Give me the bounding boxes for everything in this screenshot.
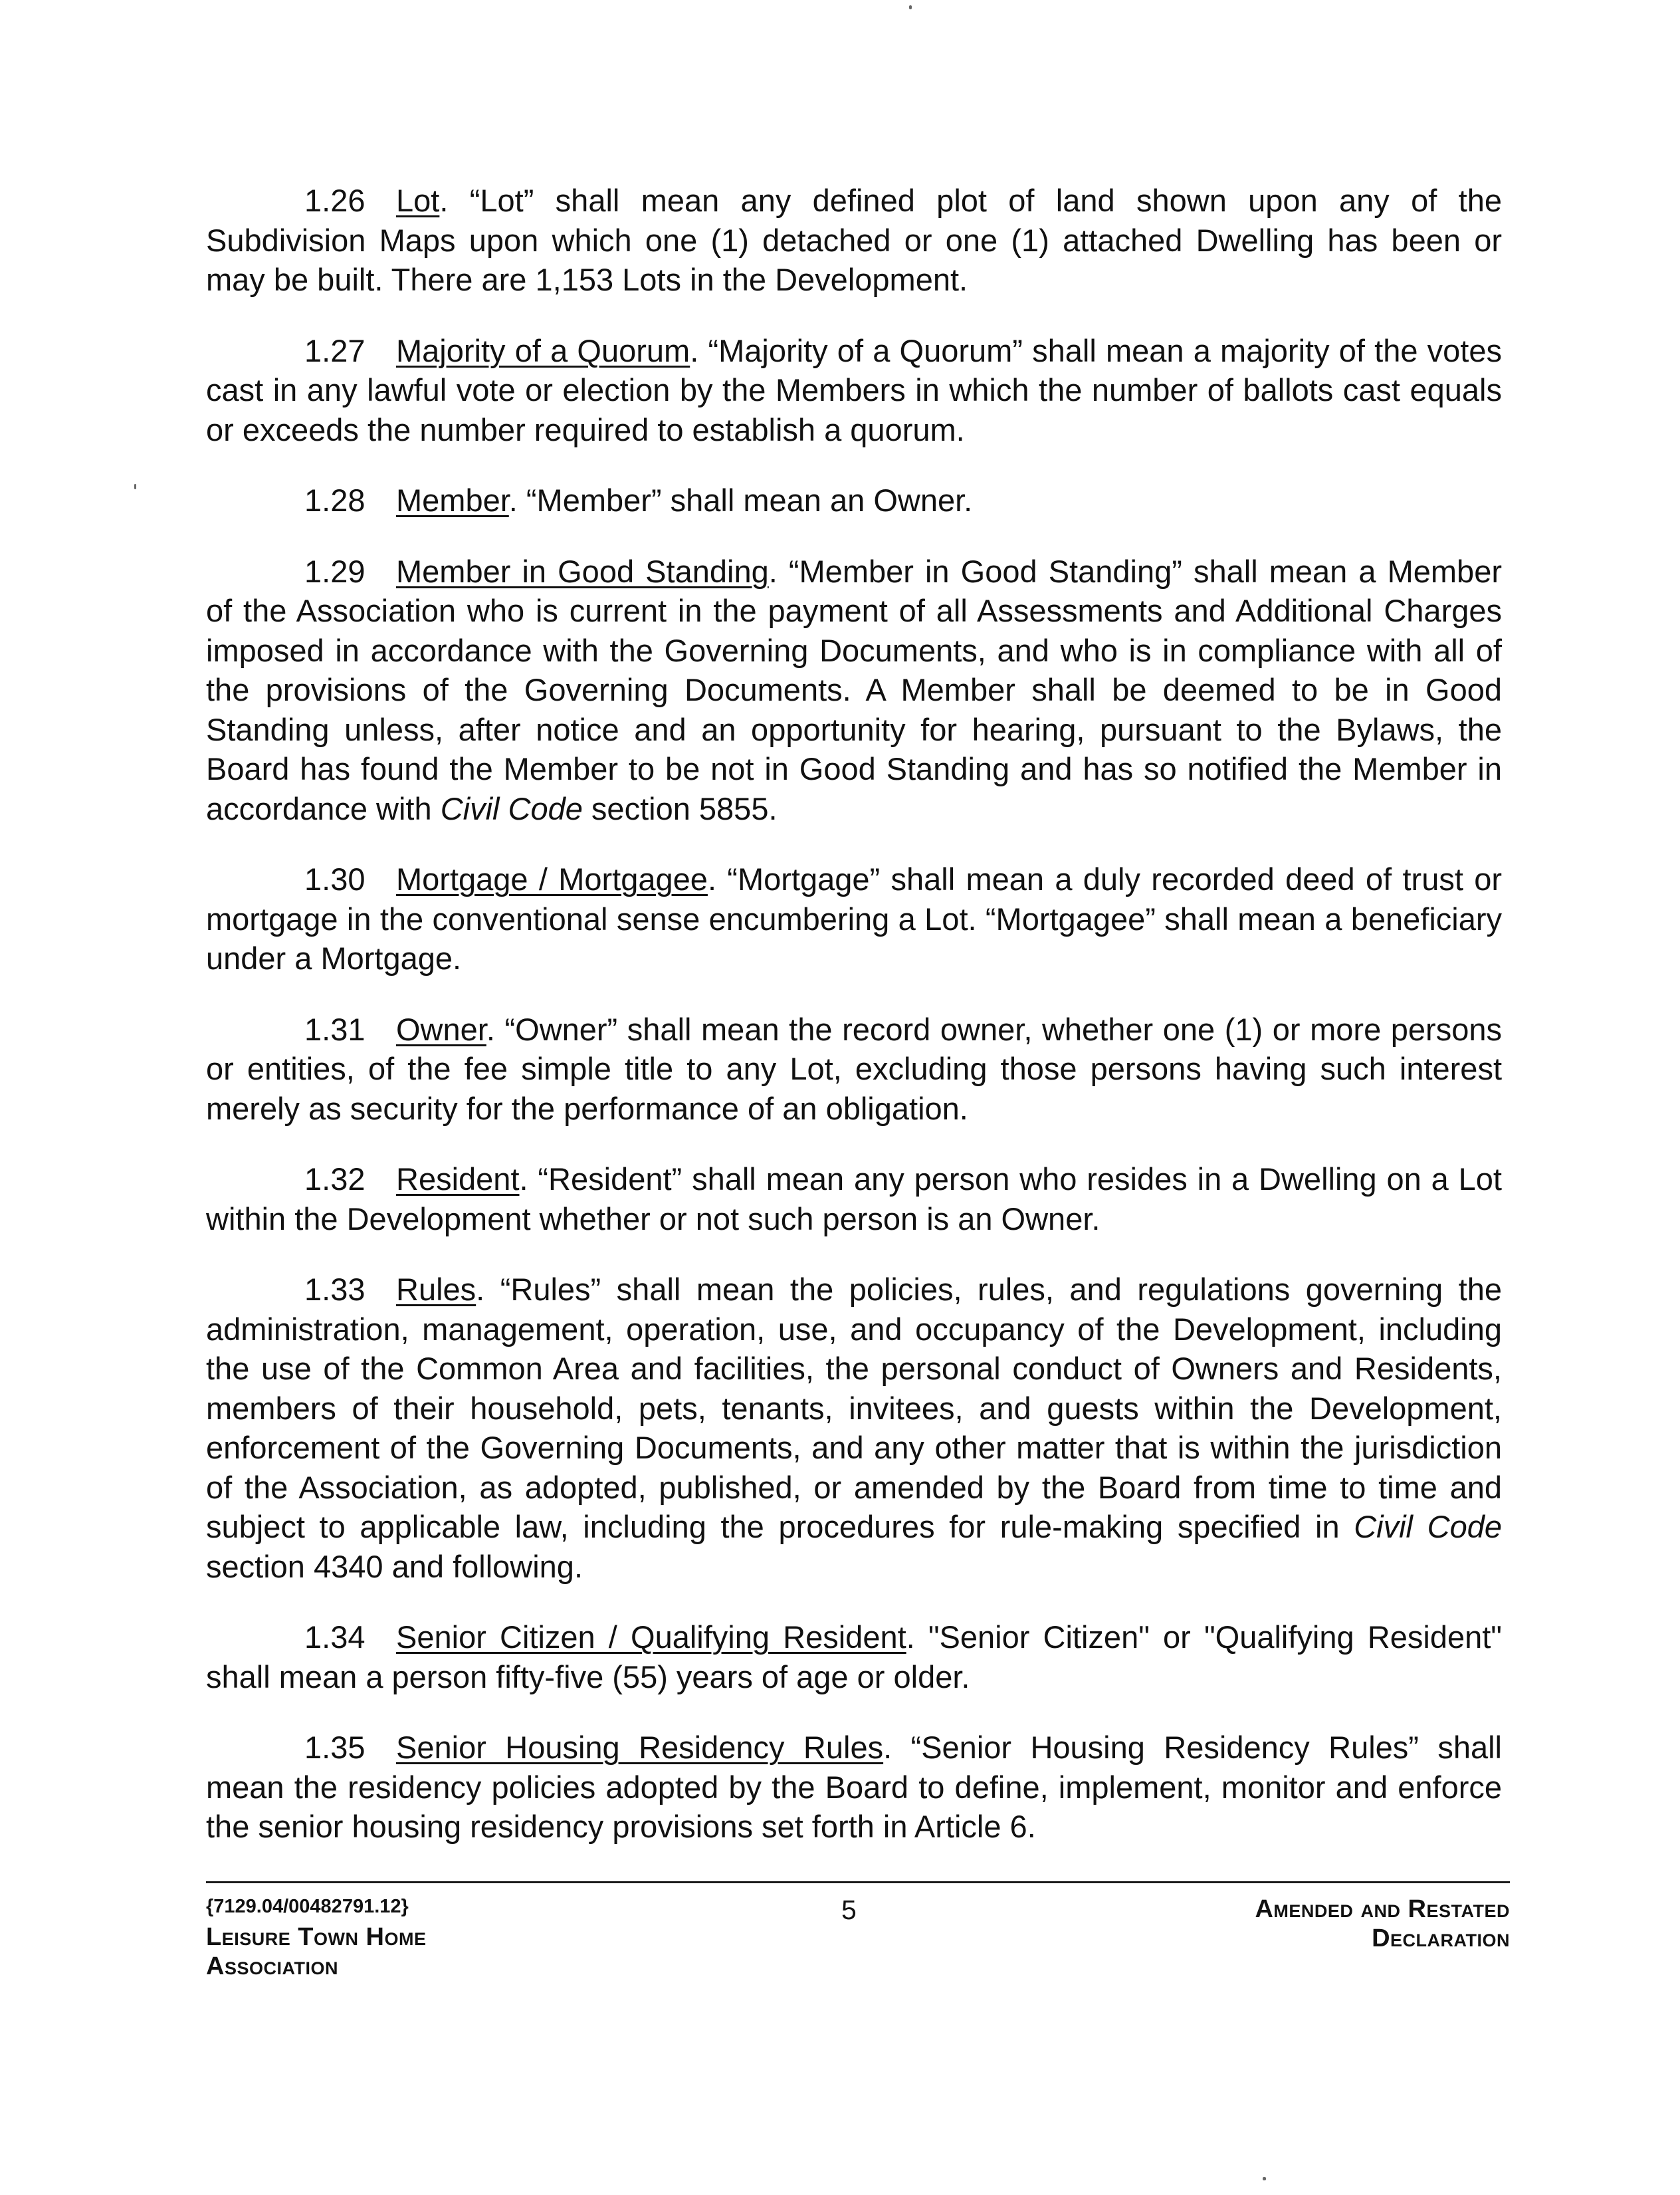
defined-term: Resident <box>396 1161 520 1197</box>
definition-text: . “Owner” shall mean the record owner, whether one (1) or more persons or entities, of the fee simple title to any Lot, excluding those persons having such interest merely as security for the performance of an obligation. <box>206 1011 1502 1126</box>
document-id: {7129.04/00482791.12} <box>206 1896 409 1917</box>
definition-text: . “Majority of a Quorum” shall mean a majority of the votes cast in any lawful vote or election by the Members in which the number of ballots cast equals or exceeds the number required to establish a quorum. <box>206 332 1503 447</box>
definition-text: . “Member” shall mean an Owner. <box>508 483 973 518</box>
definition-1-28 <box>206 481 1502 520</box>
section-number: 1.27 <box>304 332 366 368</box>
definition-text: . “Rules” shall mean the policies, rules, and regulations governing the administration, management, operation, use, and occupancy of the Development, including the use of the Common Area and facilities, the personal conduct of Owners and Residents, members of their household, pets, tenants, invitees, and guests within the Development, enforcement of the Governing Documents, and any other matter that is within the jurisdiction of the Association, as adopted, published, or amended by the Board from time to time and subject to applicable law, including the procedures for rule-making specified in <box>206 1272 1502 1544</box>
defined-term: Owner <box>396 1011 486 1047</box>
definition-text: . “Senior Housing Residency Rules” shall mean the residency policies adopted by the Board to define, implement, monitor and enforce the senior housing residency provisions set forth in Article 6. <box>206 1730 1502 1844</box>
scan-speck <box>134 484 136 489</box>
defined-term: Senior Citizen / Qualifying Resident <box>396 1619 906 1655</box>
section-number: 1.30 <box>304 862 366 897</box>
defined-term: Member <box>396 483 509 518</box>
definition-1-30 <box>206 860 1502 979</box>
document-title-line-2: Declaration <box>1372 1924 1510 1952</box>
defined-term: Member in Good Standing <box>396 553 769 589</box>
definition-1-34 <box>206 1617 1502 1696</box>
section-number: 1.35 <box>304 1730 366 1765</box>
definition-1-26 <box>206 181 1502 300</box>
section-number: 1.28 <box>304 483 366 518</box>
statute-reference: Civil Code <box>440 790 583 826</box>
definition-1-32 <box>206 1159 1502 1238</box>
section-number: 1.32 <box>304 1161 366 1197</box>
document-body <box>206 181 1502 1878</box>
section-number: 1.26 <box>304 183 366 218</box>
document-title-line-1: Amended and Restated <box>1255 1895 1510 1923</box>
page-footer <box>206 1893 1510 1980</box>
definition-text: . “Resident” shall mean any person who resides in a Dwelling on a Lot within the Development whether or not such person is an Owner. <box>206 1161 1502 1236</box>
definition-text-end: section 5855. <box>582 790 778 826</box>
definition-text: . “Mortgage” shall mean a duly recorded deed of trust or mortgage in the conventional sense encumbering a Lot. “Mortgagee” shall mean a beneficiary under a Mortgage. <box>206 862 1502 976</box>
association-name-line-1: Leisure Town Home <box>206 1923 427 1951</box>
definition-1-31 <box>206 1010 1502 1129</box>
definition-1-35 <box>206 1728 1502 1847</box>
scan-speck <box>909 5 912 9</box>
defined-term: Majority of a Quorum <box>396 332 690 368</box>
association-name-line-2: Association <box>206 1952 338 1980</box>
defined-term: Rules <box>396 1272 476 1307</box>
footer-divider <box>206 1881 1510 1883</box>
footer-left-block <box>206 1893 427 1981</box>
definition-1-33 <box>206 1270 1502 1586</box>
definition-text-end: section 4340 and following. <box>206 1548 583 1584</box>
scan-speck <box>1263 2177 1266 2180</box>
definition-1-27 <box>206 331 1502 450</box>
definition-text: . “Member in Good Standing” shall mean a Member of the Association who is current in the payment of all Assessments and Additional Charges imposed in accordance with the Governing Documents, and who is in compliance with all of the provisions of the Governing Documents. A Member shall be deemed to be in Good Standing unless, after notice and an opportunity for hearing, pursuant to the Bylaws, the Board has found the Member to be not in Good Standing and has so notified the Member in accordance with <box>206 553 1502 826</box>
statute-reference: Civil Code <box>1354 1509 1502 1544</box>
defined-term: Senior Housing Residency Rules <box>396 1730 884 1765</box>
definition-text: . "Senior Citizen" or "Qualifying Resident" shall mean a person fifty-five (55) years of age or older. <box>206 1619 1502 1694</box>
definition-text: . “Lot” shall mean any defined plot of land shown upon any of the Subdivision Maps upon which one (1) detached or one (1) attached Dwelling has been or may be built. There are 1,153 Lots in the Development. <box>206 183 1502 297</box>
section-number: 1.31 <box>304 1011 366 1047</box>
footer-right-block <box>1255 1895 1510 1953</box>
defined-term: Mortgage / Mortgagee <box>396 862 708 897</box>
definition-1-29 <box>206 552 1502 829</box>
defined-term: Lot <box>396 183 440 218</box>
section-number: 1.29 <box>304 553 366 589</box>
page-number: 5 <box>841 1895 857 1925</box>
section-number: 1.33 <box>304 1272 366 1307</box>
section-number: 1.34 <box>304 1619 366 1655</box>
